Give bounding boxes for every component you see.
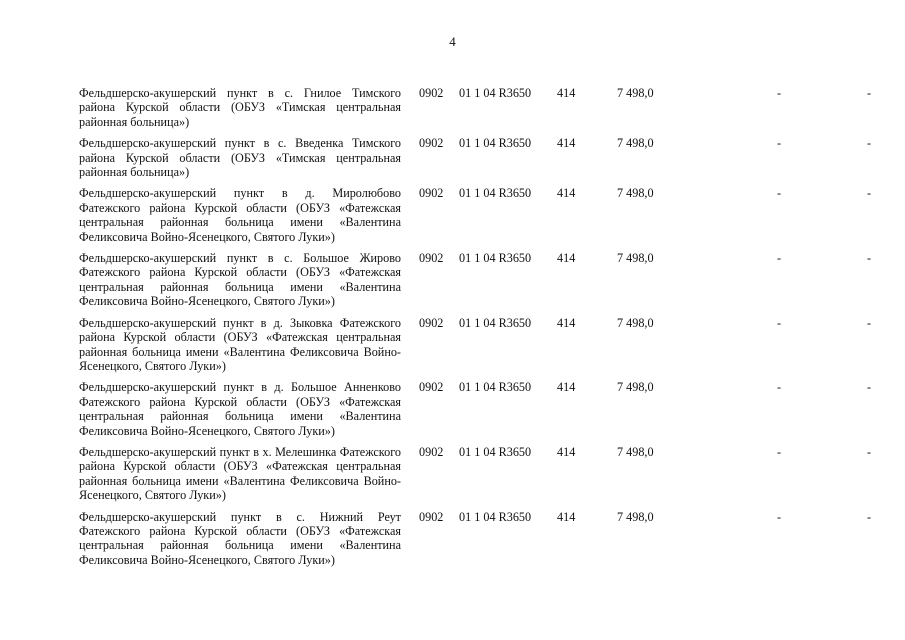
facility-name-cell: Фельдшерско-акушерский пункт в с. Гнилое Тимского района Курской области (ОБУЗ «Тимская центральная районная больница») <box>79 86 401 129</box>
table-row <box>79 510 899 575</box>
table-row <box>79 186 899 251</box>
year2-amount-cell: - <box>776 315 782 330</box>
year2-amount-cell: - <box>776 186 782 201</box>
year2-amount-cell: - <box>776 136 782 151</box>
table-row <box>79 136 899 186</box>
facility-name-cell: Фельдшерско-акушерский пункт в с. Нижний Реут Фатежского района Курской области (ОБУЗ «Фатежская центральная районная больница имени «Валентина Феликсовича Войно-Ясенецкого, Святого Луки») <box>79 509 401 567</box>
table-body <box>79 86 899 574</box>
target-article-cell: 01 1 04 R3650 <box>459 444 532 459</box>
target-article-cell: 01 1 04 R3650 <box>459 509 532 524</box>
expense-type-cell: 414 <box>557 380 576 395</box>
expense-type-cell: 414 <box>557 444 576 459</box>
year3-amount-cell: - <box>866 444 872 459</box>
expense-type-cell: 414 <box>557 509 576 524</box>
expense-type-cell: 414 <box>557 136 576 151</box>
expense-type-cell: 414 <box>557 251 576 266</box>
section-code-cell: 0902 <box>419 444 444 459</box>
facility-name-cell: Фельдшерско-акушерский пункт в д. Зыковка Фатежского района Курской области (ОБУЗ «Фатежская центральная районная больница имени «Валентина Феликсовича Войно-Ясенецкого, Святого Луки») <box>79 315 401 373</box>
amount-cell: 7 498,0 <box>617 444 654 459</box>
year3-amount-cell: - <box>866 86 872 100</box>
section-code-cell: 0902 <box>419 509 444 524</box>
budget-table <box>79 86 899 574</box>
table-row <box>79 445 899 510</box>
facility-name-cell: Фельдшерско-акушерский пункт в с. Большое Жирово Фатежского района Курской области (ОБУЗ «Фатежская центральная районная больница имени «Валентина Феликсовича Войно-Ясенецкого, Святого Луки») <box>79 251 401 309</box>
amount-cell: 7 498,0 <box>617 509 654 524</box>
year2-amount-cell: - <box>776 509 782 524</box>
target-article-cell: 01 1 04 R3650 <box>459 186 532 201</box>
target-article-cell: 01 1 04 R3650 <box>459 380 532 395</box>
facility-name-cell: Фельдшерско-акушерский пункт в д. Миролюбово Фатежского района Курской области (ОБУЗ «Фатежская центральная районная больница имени «Валентина Феликсовича Войно-Ясенецкого, Святого Луки») <box>79 186 401 244</box>
expense-type-cell: 414 <box>557 186 576 201</box>
target-article-cell: 01 1 04 R3650 <box>459 315 532 330</box>
facility-name-cell: Фельдшерско-акушерский пункт в с. Введенка Тимского района Курской области (ОБУЗ «Тимская центральная районная больница») <box>79 136 401 180</box>
amount-cell: 7 498,0 <box>617 186 654 201</box>
year3-amount-cell: - <box>866 315 872 330</box>
table-row <box>79 380 899 445</box>
year2-amount-cell: - <box>776 86 782 100</box>
table-row <box>79 86 899 136</box>
table-row <box>79 251 899 316</box>
year3-amount-cell: - <box>866 251 872 266</box>
year3-amount-cell: - <box>866 186 872 201</box>
amount-cell: 7 498,0 <box>617 315 654 330</box>
section-code-cell: 0902 <box>419 186 444 201</box>
section-code-cell: 0902 <box>419 251 444 266</box>
target-article-cell: 01 1 04 R3650 <box>459 136 532 151</box>
year2-amount-cell: - <box>776 380 782 395</box>
section-code-cell: 0902 <box>419 136 444 151</box>
section-code-cell: 0902 <box>419 315 444 330</box>
year2-amount-cell: - <box>776 251 782 266</box>
page-number: 4 <box>449 34 456 49</box>
table-row <box>79 316 899 381</box>
facility-name-cell: Фельдшерско-акушерский пункт в х. Мелешинка Фатежского района Курской области (ОБУЗ «Фатежская центральная районная больница имени «Валентина Феликсовича Войно-Ясенецкого, Святого Луки») <box>79 444 401 503</box>
amount-cell: 7 498,0 <box>617 136 654 151</box>
year3-amount-cell: - <box>866 509 872 524</box>
expense-type-cell: 414 <box>557 86 576 100</box>
section-code-cell: 0902 <box>419 86 444 100</box>
target-article-cell: 01 1 04 R3650 <box>459 251 532 266</box>
year3-amount-cell: - <box>866 136 872 151</box>
amount-cell: 7 498,0 <box>617 251 654 266</box>
amount-cell: 7 498,0 <box>617 380 654 395</box>
amount-cell: 7 498,0 <box>617 86 654 100</box>
target-article-cell: 01 1 04 R3650 <box>459 86 532 100</box>
year2-amount-cell: - <box>776 444 782 459</box>
facility-name-cell: Фельдшерско-акушерский пункт в д. Большое Анненково Фатежского района Курской области (ОБУЗ «Фатежская центральная районная больница имени «Валентина Феликсовича Войно-Ясенецкого, Святого Луки») <box>79 380 401 438</box>
section-code-cell: 0902 <box>419 380 444 395</box>
year3-amount-cell: - <box>866 380 872 395</box>
expense-type-cell: 414 <box>557 315 576 330</box>
